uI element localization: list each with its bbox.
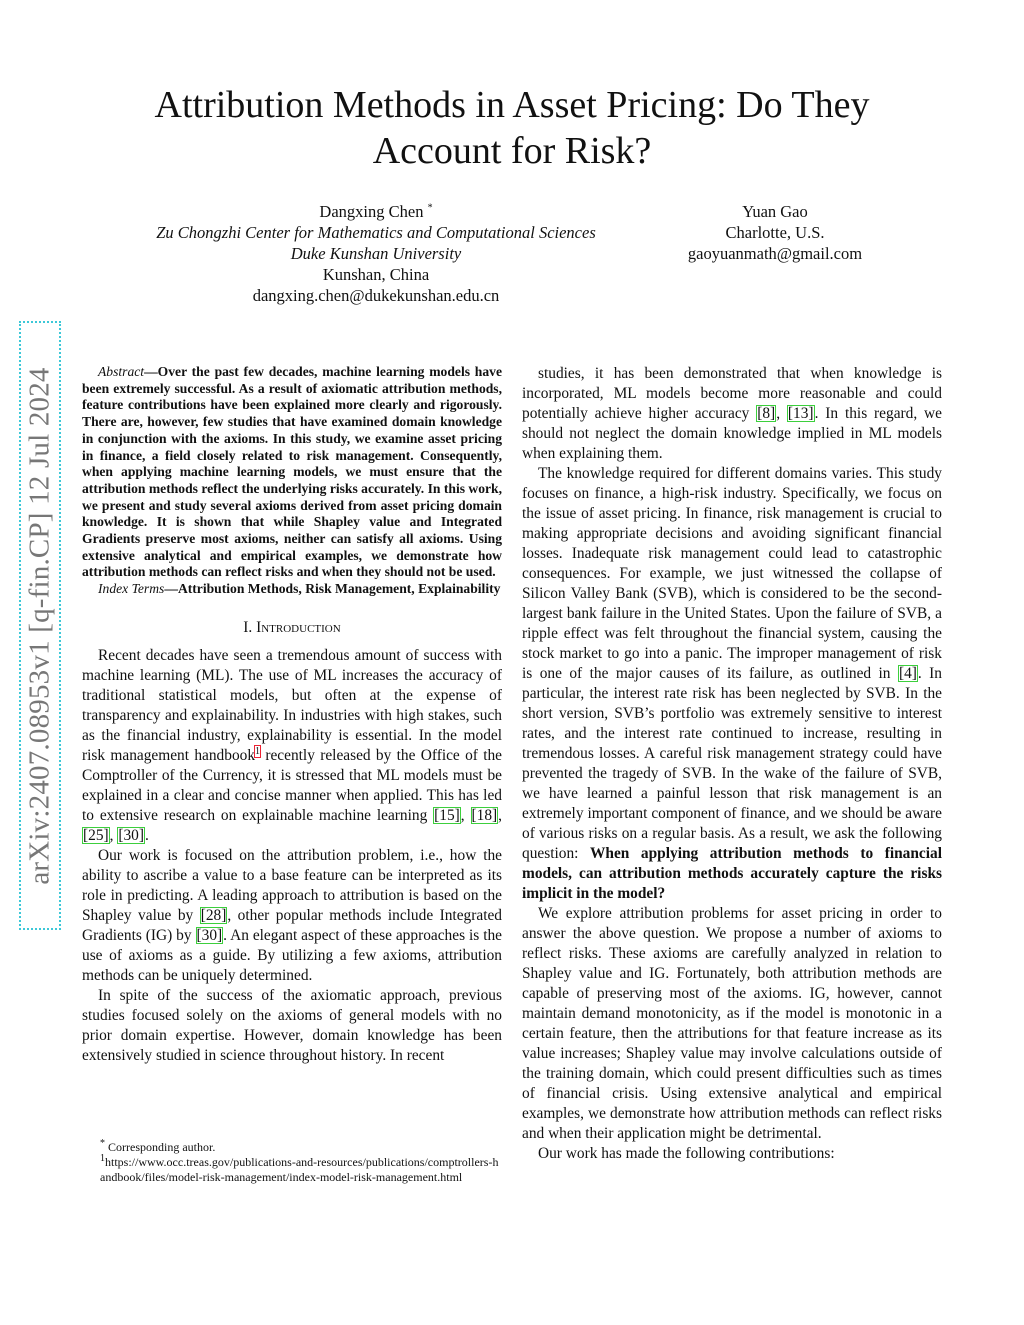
footnote-link[interactable]: 1 bbox=[255, 745, 261, 757]
paragraph bbox=[522, 904, 942, 1144]
email: gaoyuanmath@gmail.com bbox=[687, 244, 863, 263]
text-run: , bbox=[498, 806, 503, 824]
author-name: Yuan Gao bbox=[742, 202, 808, 221]
right-column bbox=[522, 364, 942, 1164]
affiliation: Duke Kunshan University bbox=[290, 244, 462, 263]
author-block-2 bbox=[640, 201, 910, 264]
citation-link[interactable]: [30] bbox=[118, 826, 145, 844]
text-run: . bbox=[145, 826, 149, 844]
paper-title bbox=[60, 82, 964, 174]
text-run: The knowledge required for different domains varies. This study focuses on finance, a high-risk industry. Specifically, we focus on the issue of asset pricing. In finance, risk management is crucial to making appropriate decisions and avoiding significant financial losses. Inadequate risk management could lead to catastrophic consequences. For example, we just witnessed the collapse of Silicon Valley Bank (SVB), which is considered to be the second-largest bank failure in the United States. Upon the failure of SVB, a ripple effect was felt throughout the financial system, causing the stock market to go into a panic. The improper management of risk is one of the major causes of its failure, as outlined in bbox=[522, 465, 942, 682]
text-run: , bbox=[460, 806, 471, 824]
citation-link[interactable]: [13] bbox=[787, 405, 814, 422]
paragraph bbox=[522, 364, 942, 464]
text-run: , bbox=[776, 405, 787, 422]
footnote-url[interactable]: https://www.occ.treas.gov/publications-and-resources/publications/comptrollers-handbook/files/model-risk-management/index-model-risk-management.html bbox=[100, 1155, 499, 1184]
corresponding-mark: * bbox=[427, 202, 433, 214]
right-body bbox=[522, 364, 942, 1164]
arxiv-id[interactable]: arXiv:2407.08953v1 [q-fin.CP] 12 Jul 2024 bbox=[23, 366, 56, 885]
text-run: studies, it has been demonstrated that when knowledge is incorporated, ML models become more reasonable and could potentially achieve higher accuracy bbox=[522, 365, 942, 422]
paragraph bbox=[82, 646, 502, 846]
text-run: . In particular, the interest rate risk has been neglected by SVB. In the short version, SVB’s portfolio was extremely sensitive to interest rates, and the interest rate continued to increase, resulting in tremendous losses. A careful risk management strategy could have prevented the tragedy of SVB. In the wake of the failure of SVB, we have learned a painful lesson that risk management is an extremely important component of finance, and we should be aware of various risks on a regular basis. As a result, we ask the following question: bbox=[522, 665, 942, 862]
text-run: , bbox=[109, 826, 118, 844]
affiliation: Zu Chongzhi Center for Mathematics and Computational Sciences bbox=[156, 223, 596, 242]
text-run: . In this regard, we should not neglect the domain knowledge implied in ML models when explaining them. bbox=[522, 405, 942, 462]
citation-link[interactable]: [15] bbox=[434, 806, 460, 824]
footnote-mark: * bbox=[100, 1138, 105, 1149]
email: dangxing.chen@dukekunshan.edu.cn bbox=[252, 286, 500, 305]
text-run: Recent decades have seen a tremendous amount of success with machine learning (ML). The use of ML increases the accuracy of traditional statistical models, but often at the expense of transparency and explainability. In industries with high stakes, such as the financial industry, explainability is essential. In the model risk management handbook bbox=[82, 646, 502, 764]
arxiv-stamp[interactable] bbox=[19, 321, 61, 930]
abstract-label: Abstract bbox=[98, 364, 145, 379]
footnote bbox=[82, 1155, 502, 1185]
paragraph bbox=[82, 986, 502, 1066]
text-run: Our work is focused on the attribution problem, i.e., how the ability to ascribe a value to a base feature can be interpreted as its role in predicting. A leading approach to attribution is based on the Shapley value by bbox=[82, 846, 502, 924]
text-run: . An elegant aspect of these approaches is the use of axioms as a guide. By utilizing a few axioms, attribution methods can be uniquely determined. bbox=[82, 926, 502, 984]
location: Kunshan, China bbox=[322, 265, 430, 284]
author-block-1 bbox=[120, 201, 632, 306]
text-run: Our work has made the following contributions: bbox=[538, 1145, 835, 1162]
text-run: In spite of the success of the axiomatic approach, previous studies focused solely on the axioms of general models with no prior domain expertise. However, domain knowledge has been extensively studied in science throughout history. In recent bbox=[82, 986, 502, 1064]
citation-link[interactable]: [8] bbox=[757, 405, 776, 422]
footnote bbox=[82, 1140, 502, 1155]
citation-link[interactable]: [25] bbox=[83, 826, 109, 844]
left-body bbox=[82, 646, 502, 1066]
abstract bbox=[82, 364, 502, 581]
abstract-text: —Over the past few decades, machine learning models have been extremely successful. As a result of axiomatic attribution methods, feature contributions have been explained more clearly and rigorously. There are, however, few studies that have examined domain knowledge in conjunction with the axioms. In this study, we examine asset pricing in finance, a field closely related to risk management. Consequently, when applying machine learning models, we must ensure that the attribution methods reflect the underlying risks accurately. In this work, we present and study several axioms derived from asset pricing domain knowledge. It is shown that while Shapley value and Integrated Gradients preserve most axioms, neither can satisfy all axioms. Using extensive analytical and empirical examples, we demonstrate how attribution methods can reflect risks and when they should not be used. bbox=[82, 364, 503, 580]
text-run: We explore attribution problems for asset pricing in order to answer the above question. We propose a number of axioms to reflect risks. These axioms are carefully analyzed in relation to Shapley value and IG. Fortunately, both attribution methods are capable of preserving most of the axioms. IG, however, cannot maintain demand monotonicity, as if the model is monotonic in a certain feature, then the attributions for that feature increase as its value increases; Shapley value may involve calculations outside of the training domain, which could present difficulties such as times of financial crisis. Using extensive analytical and empirical examples, we demonstrate how attribution methods can reflect risks and when their application might be detrimental. bbox=[522, 905, 942, 1142]
title-line: Attribution Methods in Asset Pricing: Do They bbox=[154, 84, 870, 126]
left-column bbox=[82, 364, 502, 1066]
section-heading: I. Introduction bbox=[243, 618, 341, 636]
paragraph bbox=[522, 1144, 942, 1164]
paragraph bbox=[82, 846, 502, 986]
footnotes bbox=[82, 1140, 502, 1185]
title-line: Account for Risk? bbox=[372, 130, 652, 172]
index-terms-label: Index Terms bbox=[98, 581, 165, 597]
text-run: recently released by the Office of the Comptroller of the Currency, it is stressed that ML models must be explained in a clear and concise manner when applied. This has led to extensive research on explainable machine learning bbox=[82, 746, 502, 824]
citation-link[interactable]: [4] bbox=[898, 665, 917, 682]
emphasized-question: When applying attribution methods to financial models, can attribution methods accurately capture the risks implicit in the model? bbox=[522, 845, 942, 902]
paragraph bbox=[522, 464, 942, 904]
citation-link[interactable]: [30] bbox=[196, 926, 223, 944]
citation-link[interactable]: [18] bbox=[471, 806, 498, 824]
citation-link[interactable]: [28] bbox=[200, 906, 227, 924]
text-run: , other popular methods include Integrated Gradients (IG) by bbox=[82, 906, 502, 944]
author-name: Dangxing Chen bbox=[319, 202, 424, 221]
footnote-mark: 1 bbox=[100, 1153, 105, 1164]
footnote-text: Corresponding author. bbox=[108, 1140, 216, 1154]
index-terms bbox=[82, 581, 502, 598]
index-terms-text: —Attribution Methods, Risk Management, Explainability bbox=[164, 581, 501, 597]
location: Charlotte, U.S. bbox=[725, 223, 825, 242]
